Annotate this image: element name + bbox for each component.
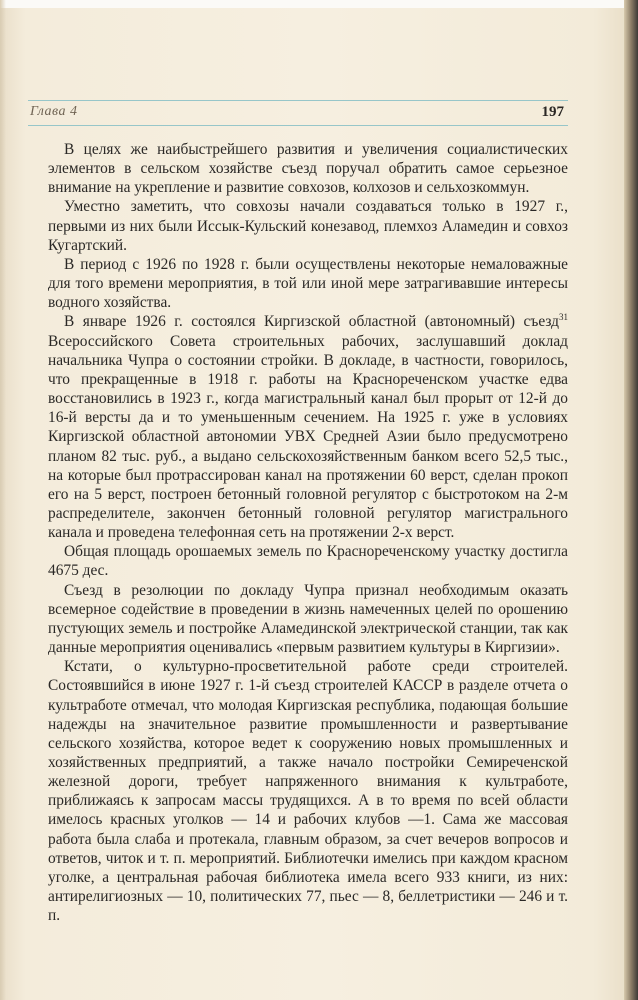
paragraph: Кстати, о культурно-просветительной работе среди строителей. Состоявшийся в июне 1927 г. 1-й съезд строителей КАССР в разделе отчета о культработе отмечал, что молодая Киргизская республика, подающая большие надежды на значительное развитие промышленности и развертывание сельского хозяйства, которое ведет к сооружению новых промышленных и хозяйственных предприятий, а также начало постройки Семиреченской железной дороги, требует напряженного внимания к культработе, приближаясь к запросам массы трудящихся. А в то время по всей области имелось красных уголков — 14 и рабочих клубов —1. Сама же массовая работа была слаба и протекала, главным образом, за счет вечеров вопросов и ответов, читок и т. п. мероприятий. Библиотечки имелись при каждом красном уголке, а центральная рабочая библиотека имела всего 933 книги, из них: антирелигиозных — 10, политических 77, пьес — 8, беллетристики — 246 и т. п. bbox=[48, 658, 568, 925]
chapter-label: Глава 4 bbox=[30, 104, 78, 119]
paragraph-text: Всероссийского Совета строительных рабочих, заслушавший доклад начальника Чупра о состоянии стройки. В докладе, в частности, говорилось, что прекращенные в 1918 г. работы на Краснореченском участке едва восстановились в 1923 г., когда магистральный канал был прорыт от 12-й до 16-й версты да и то уменьшенным сечением. На 1925 г. уже в условиях Киргизской областной автономии УВХ Средней Азии было предусмотрено планом 82 тыс. руб., а выдано сельскохозяйственным банком всего 52,5 тыс., на которые был протрассирован канал на протяжении 60 верст, сделан прокоп его на 5 верст, построен бетонный головной регулятор с быстротоком на 2-м распределителе, закончен бетонный головной регулятор магистрального канала и проведена телефонная сеть на протяжении 2-х верст. bbox=[48, 332, 568, 542]
page-left-shadow bbox=[0, 0, 6, 1000]
paragraph: Съезд в резолюции по докладу Чупра признал необходимым оказать всемерное содействие в проведении в жизнь намеченных целей по орошению пустующих земель и постройке Аламединской электрической станции, так как данные мероприятия оценивались «первым развитием культуры в Киргизии». bbox=[48, 581, 568, 657]
paragraph: Уместно заметить, что совхозы начали создаваться только в 1927 г., первыми из них были Иссык-Кульский конезавод, племхоз Аламедин и совхоз Кугартский. bbox=[48, 198, 568, 254]
paragraph: Общая площадь орошаемых земель по Краснореченскому участку достигла 4675 дес. bbox=[48, 543, 568, 580]
paragraph-text: В январе 1926 г. состоялся Киргизской областной (автономный) съезд bbox=[64, 313, 559, 331]
top-margin-strip bbox=[0, 0, 638, 8]
running-header bbox=[28, 100, 568, 126]
footnote-reference[interactable]: 31 bbox=[559, 312, 568, 323]
paragraph bbox=[48, 312, 568, 542]
paragraph: В период с 1926 по 1928 г. были осуществлены некоторые немаловажные для того времени мероприятия, в той или иной мере затрагивавшие интересы водного хозяйства. bbox=[48, 255, 568, 312]
body-text bbox=[48, 140, 568, 925]
paragraph: В целях же наибыстрейшего развития и увеличения социалистических элементов в сельском хозяйстве съезд поручал обратить самое серьезное внимание на укрепление и развитие совхозов, колхозов и сельхозкоммун. bbox=[48, 141, 568, 197]
page-number: 197 bbox=[541, 104, 564, 120]
book-spine-shadow bbox=[624, 0, 638, 1000]
